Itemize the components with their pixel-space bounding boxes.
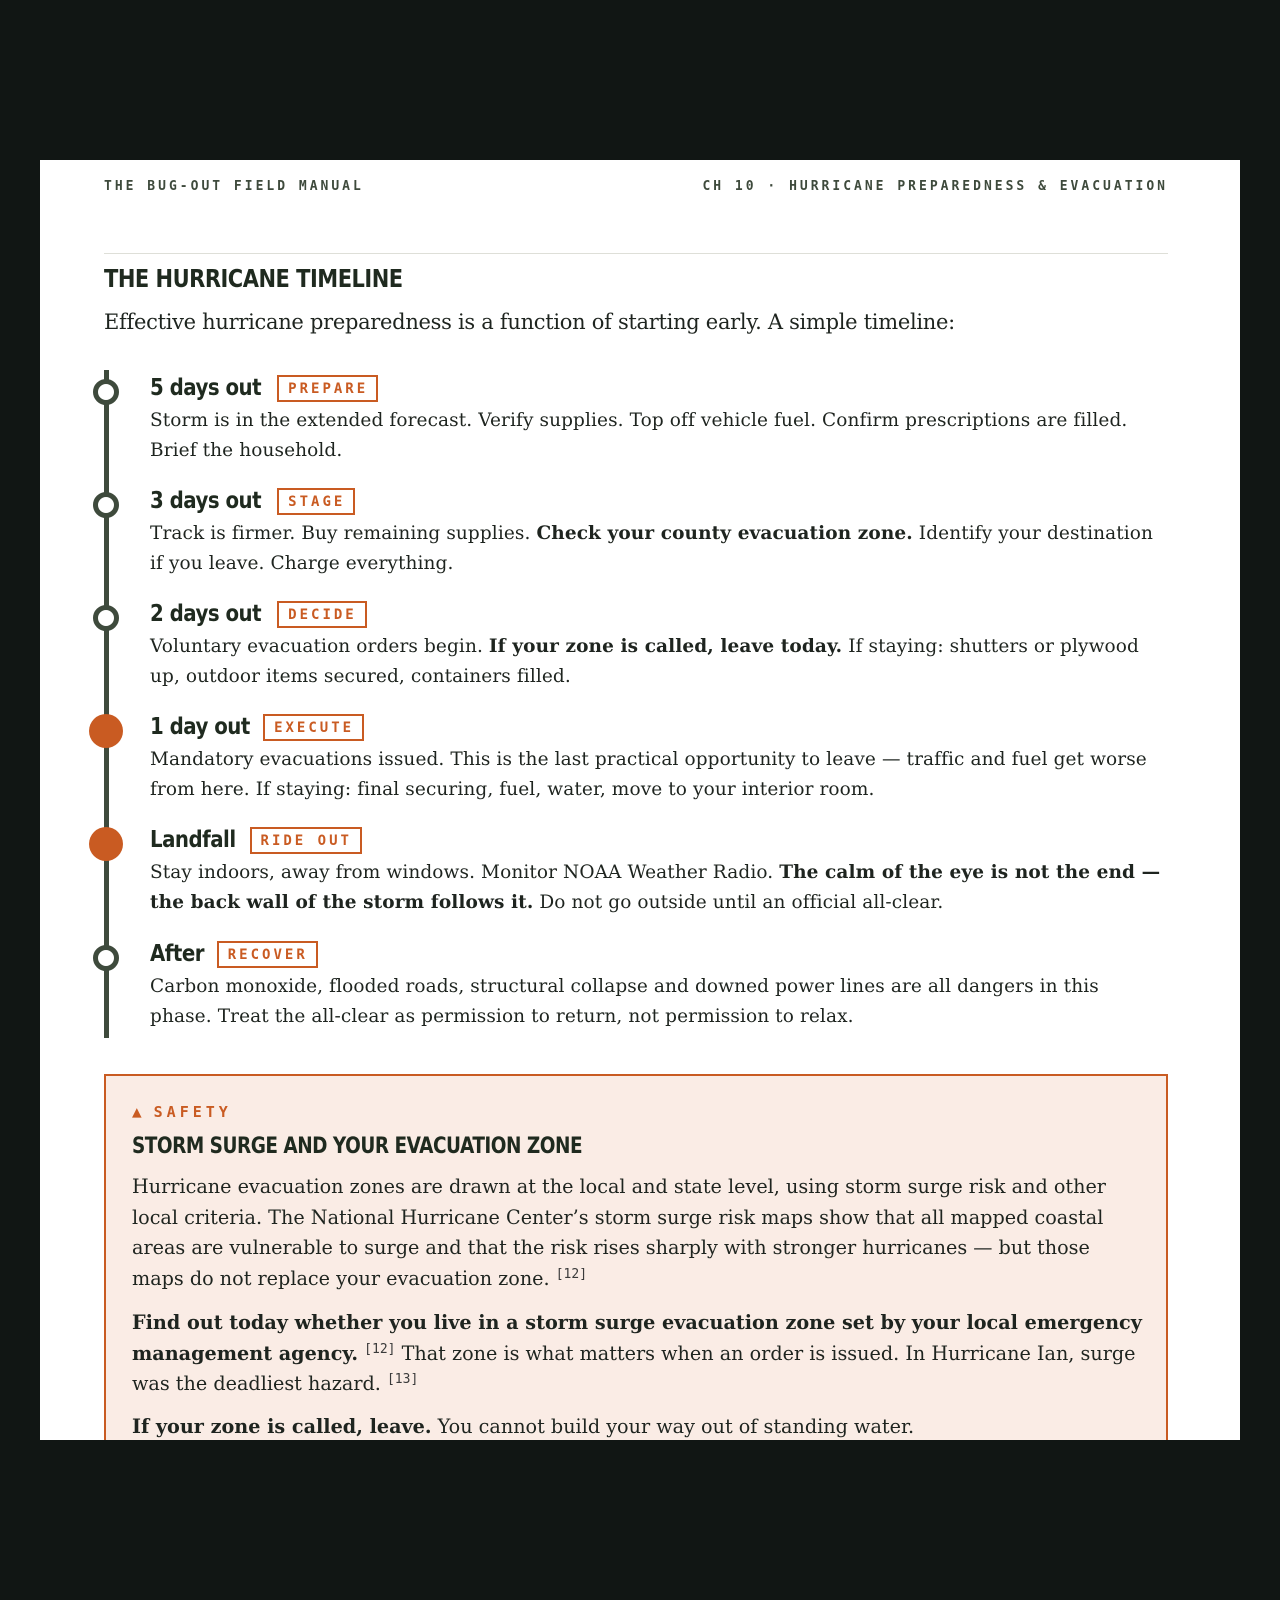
stage-description xyxy=(150,632,1162,692)
running-head xyxy=(104,179,1168,194)
body-text: Track is firmer. Buy remaining supplies. xyxy=(150,523,537,544)
timeline-node xyxy=(93,605,119,631)
body-text: Stay indoors, away from windows. Monitor NOAA Weather Radio. xyxy=(150,862,780,883)
stage-tag: PREPARE xyxy=(277,375,378,402)
safety-title: STORM SURGE AND YOUR EVACUATION ZONE xyxy=(132,1134,583,1159)
stage-header xyxy=(150,370,378,406)
safety-paragraph xyxy=(132,1172,1142,1294)
body-text: Mandatory evacuations issued. This is the last practical opportunity to leave — traffic and fuel get worse from here. If staying: final securing, fuel, water, move to your interior room. xyxy=(150,749,1147,800)
emphasis-text: If your zone is called, leave today. xyxy=(488,636,843,657)
emphasis-text: If your zone is called, leave. xyxy=(132,1415,432,1438)
body-text: That zone is what matters when an order is issued. In Hurricane Ian, surge was the deadliest hazard. xyxy=(132,1341,1136,1395)
timeline-node xyxy=(93,379,119,405)
manual-page xyxy=(40,160,1240,1440)
timeline-node xyxy=(93,492,119,518)
chapter-title: CH 10 · HURRICANE PREPAREDNESS & EVACUATION xyxy=(702,179,1168,194)
body-text: Do not go outside until an official all-clear. xyxy=(533,892,944,913)
timeline-node-active xyxy=(89,827,123,861)
body-text: Storm is in the extended forecast. Verify supplies. Top off vehicle fuel. Confirm prescriptions are filled. Brief the household. xyxy=(150,410,1128,461)
section-intro: Effective hurricane preparedness is a function of starting early. A simple timeline: xyxy=(104,310,955,334)
safety-kicker-label: SAFETY xyxy=(153,1102,232,1121)
stage-title: After xyxy=(150,941,204,967)
body-text: Voluntary evacuation orders begin. xyxy=(150,636,489,657)
stage-description xyxy=(150,858,1162,918)
stage-description xyxy=(150,745,1162,805)
footnote-reference: [13] xyxy=(386,1372,419,1387)
body-text: If staying: shutters or plywood up, outdoor items secured, containers filled. xyxy=(150,636,1139,687)
stage-description xyxy=(150,972,1162,1032)
emphasis-text: Check your county evacuation zone. xyxy=(536,523,913,544)
timeline-node xyxy=(93,945,119,971)
stage-title: 5 days out xyxy=(150,375,262,401)
body-text: You cannot build your way out of standing water. xyxy=(431,1415,915,1438)
warning-triangle-icon: ▲ xyxy=(132,1102,142,1121)
stage-title: Landfall xyxy=(150,827,236,853)
footnote-reference: [12] xyxy=(555,1266,588,1282)
stage-description xyxy=(150,519,1162,579)
stage-tag: STAGE xyxy=(277,488,355,515)
stage-description xyxy=(150,406,1162,466)
body-text: Carbon monoxide, flooded roads, structural collapse and downed power lines are all dangers in this phase. Treat the all-clear as permission to return, not permission to relax. xyxy=(150,976,1099,1027)
safety-paragraph xyxy=(132,1308,1142,1400)
footnote-reference: [12] xyxy=(364,1341,396,1357)
safety-paragraph xyxy=(132,1412,1142,1440)
emphasis-text: Find out today whether you live in a storm surge evacuation zone set by your local emergency management agency. xyxy=(132,1311,1142,1365)
header-rule xyxy=(104,253,1168,254)
stage-title: 1 day out xyxy=(150,714,250,740)
safety-callout xyxy=(104,1074,1168,1440)
timeline-line xyxy=(104,370,109,1038)
stage-header xyxy=(150,483,355,519)
stage-header xyxy=(150,709,364,745)
body-text: Hurricane evacuation zones are drawn at the local and state level, using storm surge risk and other local criteria. The National Hurricane Center’s storm surge risk maps show that all mapped coastal areas are vulnerable to surge and that the risk rises sharply with stronger hurricanes — but those maps do not replace your evacuation zone. xyxy=(132,1175,1106,1290)
body-text: Identify your destination if you leave. Charge everything. xyxy=(150,523,1154,574)
stage-header xyxy=(150,822,362,858)
stage-tag: RIDE OUT xyxy=(250,827,362,854)
stage-tag: EXECUTE xyxy=(263,714,364,741)
stage-header xyxy=(150,936,318,972)
stage-title: 2 days out xyxy=(150,601,262,627)
stage-tag: DECIDE xyxy=(277,601,367,628)
stage-header xyxy=(150,596,367,632)
timeline-node-active xyxy=(89,714,123,748)
safety-kicker xyxy=(132,1102,232,1121)
emphasis-text: The calm of the eye is not the end — the back wall of the storm follows it. xyxy=(150,862,1161,913)
book-title: THE BUG-OUT FIELD MANUAL xyxy=(104,179,364,194)
section-title: THE HURRICANE TIMELINE xyxy=(104,264,403,293)
stage-title: 3 days out xyxy=(150,488,262,514)
stage-tag: RECOVER xyxy=(217,941,318,968)
